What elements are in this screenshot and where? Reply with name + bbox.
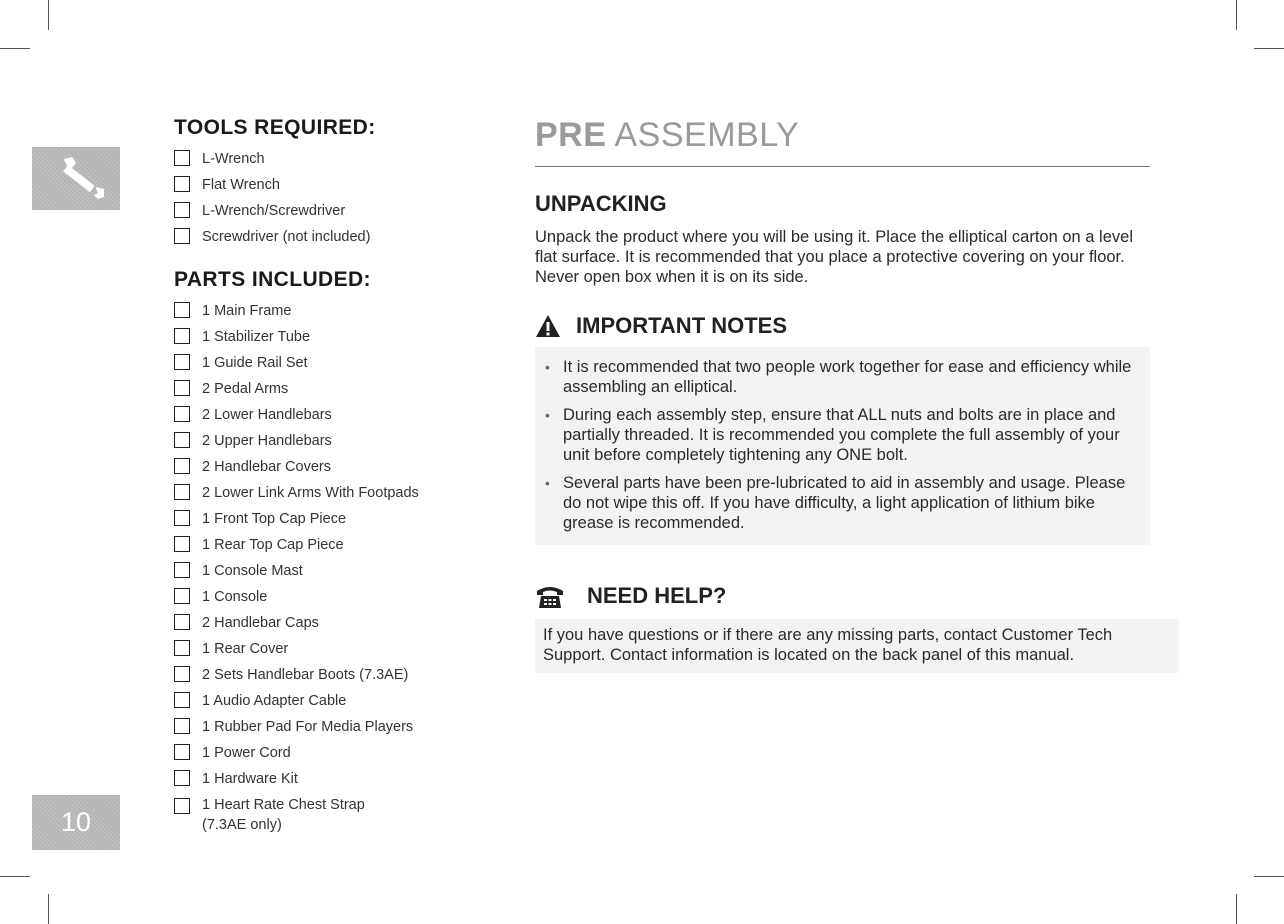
main-content [535, 116, 1150, 673]
list-item[interactable]: L-Wrench [174, 146, 474, 172]
list-item[interactable]: 1 Guide Rail Set [174, 350, 474, 376]
list-item[interactable]: 1 Audio Adapter Cable [174, 688, 474, 714]
crop-mark [1236, 0, 1237, 30]
bullet-icon: • [545, 475, 550, 491]
checkbox[interactable] [174, 432, 190, 448]
parts-heading: PARTS INCLUDED: [174, 268, 371, 291]
list-item[interactable]: 2 Lower Link Arms With Footpads [174, 480, 474, 506]
crop-mark [0, 876, 30, 877]
crop-mark [1254, 876, 1284, 877]
list-item[interactable]: 1 Hardware Kit [174, 766, 474, 792]
unpacking-text: Unpack the product where you will be using it. Place the elliptical carton on a level flat surface. It is recommended that you place a protective covering on your floor. Never open box when it is on its side. [535, 228, 1133, 286]
list-item: • During each assembly step, ensure that ALL nuts and bolts are in place and partially threaded. It is recommended you complete the full assembly of your unit before completely tightening any ONE bolt. [545, 406, 1120, 464]
checkbox[interactable] [174, 150, 190, 166]
list-item[interactable]: 1 Heart Rate Chest Strap (7.3AE only) [174, 792, 474, 835]
need-help-heading: NEED HELP? [535, 583, 1150, 609]
checkbox[interactable] [174, 202, 190, 218]
checkbox[interactable] [174, 176, 190, 192]
checkbox[interactable] [174, 666, 190, 682]
important-notes-box [535, 347, 1150, 545]
checkbox[interactable] [174, 458, 190, 474]
tools-tab [32, 147, 120, 210]
checkbox[interactable] [174, 406, 190, 422]
list-item[interactable]: 2 Handlebar Covers [174, 454, 474, 480]
telephone-icon [535, 583, 565, 609]
list-item[interactable]: 2 Handlebar Caps [174, 610, 474, 636]
list-item[interactable]: 1 Console Mast [174, 558, 474, 584]
list-item[interactable]: 2 Upper Handlebars [174, 428, 474, 454]
crop-mark [1254, 48, 1284, 49]
checkbox[interactable] [174, 614, 190, 630]
checkbox[interactable] [174, 302, 190, 318]
list-item[interactable]: Flat Wrench [174, 172, 474, 198]
page-title: PRE ASSEMBLY [535, 116, 1150, 167]
list-item: • It is recommended that two people work together for ease and efficiency while assembling an elliptical. [545, 358, 1132, 396]
notes-list [541, 357, 1140, 533]
list-item[interactable]: 2 Pedal Arms [174, 376, 474, 402]
list-item[interactable]: 1 Rear Top Cap Piece [174, 532, 474, 558]
list-item[interactable]: 2 Lower Handlebars [174, 402, 474, 428]
parts-list [174, 298, 474, 835]
list-item[interactable]: 1 Front Top Cap Piece [174, 506, 474, 532]
list-item: • Several parts have been pre-lubricated to aid in assembly and usage. Please do not wipe this off. If you have difficulty, a light application of lithium bike grease is recommended. [545, 474, 1126, 532]
checkbox[interactable] [174, 770, 190, 786]
checkbox[interactable] [174, 510, 190, 526]
checkbox[interactable] [174, 588, 190, 604]
checkbox[interactable] [174, 692, 190, 708]
checkbox[interactable] [174, 354, 190, 370]
checkbox[interactable] [174, 484, 190, 500]
list-item[interactable]: 1 Rear Cover [174, 636, 474, 662]
crop-mark [48, 0, 49, 30]
checkbox[interactable] [174, 228, 190, 244]
page-number-tab [32, 795, 120, 850]
checkbox[interactable] [174, 328, 190, 344]
list-item[interactable]: 1 Console [174, 584, 474, 610]
crop-mark [0, 48, 30, 49]
checkbox[interactable] [174, 536, 190, 552]
list-item[interactable]: 2 Sets Handlebar Boots (7.3AE) [174, 662, 474, 688]
important-notes-heading: IMPORTANT NOTES [535, 313, 1150, 339]
unpacking-heading: UNPACKING [535, 191, 667, 216]
list-item[interactable]: 1 Main Frame [174, 298, 474, 324]
checkbox[interactable] [174, 798, 190, 814]
list-item[interactable]: 1 Rubber Pad For Media Players [174, 714, 474, 740]
tools-heading: TOOLS REQUIRED: [174, 116, 376, 139]
page-number: 10 [60, 807, 92, 837]
tools-list [174, 146, 474, 250]
crop-mark [48, 894, 49, 924]
checkbox[interactable] [174, 380, 190, 396]
list-item[interactable]: 1 Power Cord [174, 740, 474, 766]
list-item[interactable]: Screwdriver (not included) [174, 224, 474, 250]
checkbox[interactable] [174, 718, 190, 734]
bullet-icon: • [545, 359, 550, 375]
warning-icon [535, 314, 561, 338]
checkbox[interactable] [174, 640, 190, 656]
bullet-icon: • [545, 407, 550, 423]
checklists [174, 116, 474, 835]
crop-mark [1236, 894, 1237, 924]
list-item[interactable]: 1 Stabilizer Tube [174, 324, 474, 350]
wrench-icon [58, 153, 108, 203]
list-item[interactable]: L-Wrench/Screwdriver [174, 198, 474, 224]
need-help-box [535, 619, 1179, 673]
checkbox[interactable] [174, 562, 190, 578]
checkbox[interactable] [174, 744, 190, 760]
help-text: If you have questions or if there are any missing parts, contact Customer Tech Support. Contact information is located on the back panel of this manual. [543, 626, 1113, 664]
